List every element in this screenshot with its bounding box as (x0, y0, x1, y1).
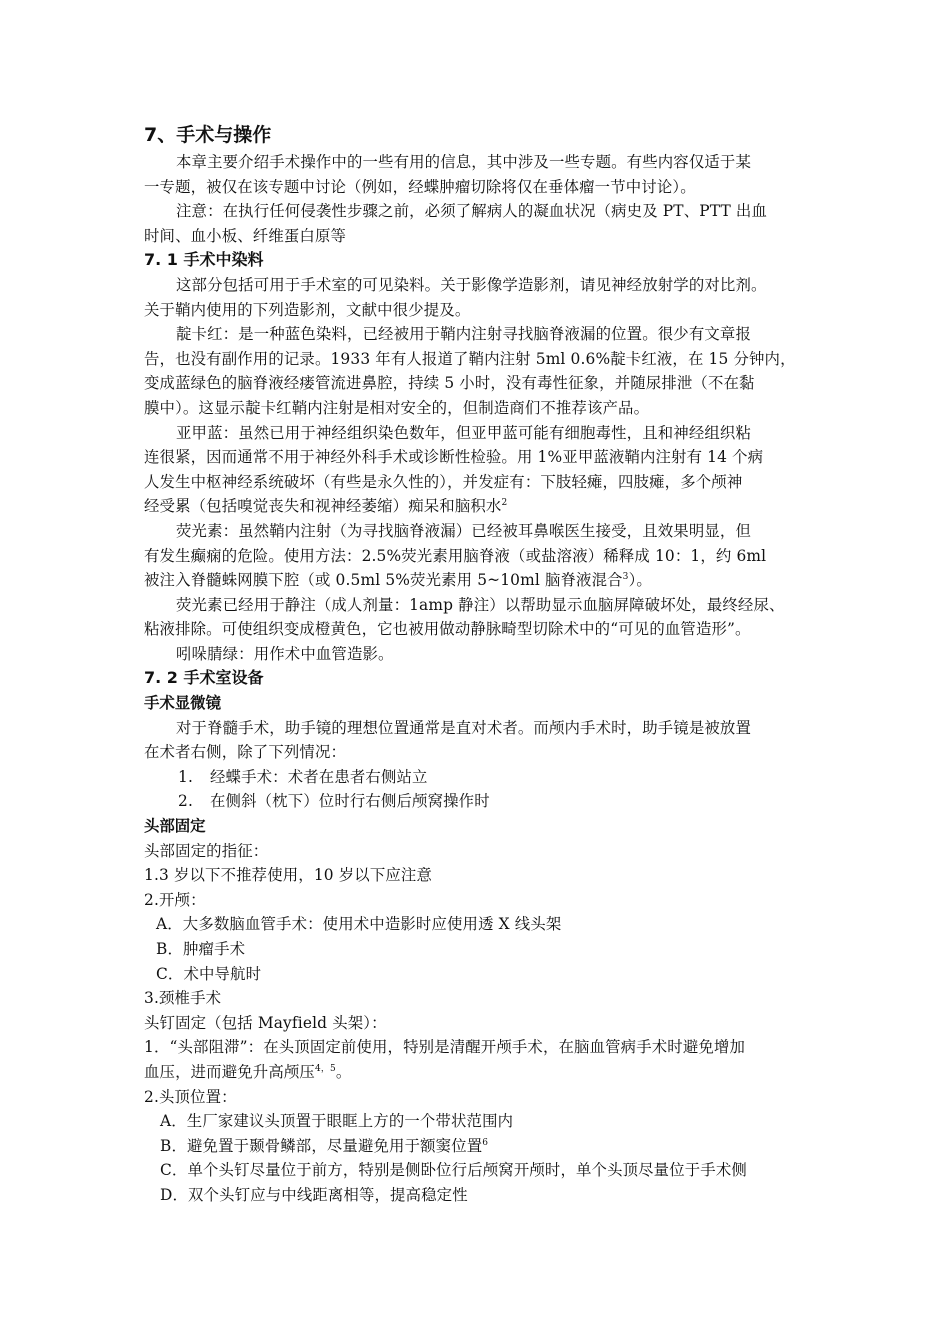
paragraph-text: 血压，进而避免升高颅压 (144, 1062, 315, 1081)
paragraph-text: 经受累（包括嗅觉丧失和视神经萎缩）痴呆和脑积水 (144, 497, 502, 516)
paragraph-line: 对于脊髓手术，助手镜的理想位置通常是直对术者。而颅内手术时，助手镜是被放置 (176, 718, 752, 737)
sub-list-item: C．单个头钉尽量位于前方，特别是侧卧位行后颅窝开颅时，单个头顶尽量位于手术侧 (160, 1161, 747, 1180)
paragraph-line: 在术者右侧，除了下列情况： (144, 743, 347, 762)
intro-line: 时间、血小板、纤维蛋白原等 (144, 226, 347, 245)
paragraph-line: 连很紧，因而通常不用于神经外科手术或诊断性检验。用 1%亚甲蓝液鞘内注射有 14 个病 (144, 448, 764, 467)
paragraph-line: 膜中）。这显示靛卡红鞘内注射是相对安全的，但制造商们不推荐该产品。 (144, 398, 650, 417)
reference-superscript: 2 (501, 498, 508, 509)
reference-superscript: 3 (622, 572, 629, 583)
sub-list-item: C．术中导航时 (156, 964, 262, 983)
list-item (144, 789, 814, 814)
paragraph-line: 荧光素已经用于静注（成人剂量：1amp 静注）以帮助显示血脑屏障破坏处，最终经尿、 (176, 595, 785, 614)
paragraph-line: 告，也没有副作用的记录。1933 年有人报道了鞘内注射 5ml 0.6%靛卡红液，在 15 分钟内， (144, 349, 796, 368)
list-item: 3.颈椎手术 (144, 989, 222, 1008)
paragraph-text: 被注入脊髓蛛网膜下腔（或 0.5ml 5%荧光素用 5~10ml 脑脊液混合 (144, 571, 623, 590)
subheading-microscope: 手术显微镜 (144, 694, 221, 713)
sub-list-item: A．大多数脑血管手术：使用术中造影时应使用透 X 线头架 (156, 915, 562, 934)
reference-superscript: 6 (482, 1137, 489, 1148)
paragraph-line (144, 568, 814, 593)
section-heading-dyes: 7. 1 手术中染料 (144, 250, 264, 270)
paragraph-line: 靛卡红：是一种蓝色染料，已经被用于鞘内注射寻找脑脊液漏的位置。很少有文章报 (176, 325, 752, 344)
subheading-head-fixation: 头部固定 (144, 817, 206, 836)
paragraph-line: 头部固定的指征： (144, 841, 269, 860)
paragraph-line: 有发生癫痫的危险。使用方法：2.5%荧光素用脑脊液（或盐溶液）稀释成 10：1，约 6ml (144, 546, 767, 565)
paragraph-line: 这部分包括可用于手术室的可见染料。关于影像学造影剂，请见神经放射学的对比剂。 (176, 275, 767, 294)
paragraph-line: 吲哚腈绿：用作术中血管造影。 (176, 644, 394, 663)
list-item (144, 765, 814, 790)
paragraph-line: 亚甲蓝：虽然已用于神经组织染色数年，但亚甲蓝可能有细胞毒性，且和神经组织粘 (176, 423, 752, 442)
list-item: 2.头顶位置： (144, 1087, 237, 1106)
document-page (144, 118, 814, 1208)
section-heading-equipment: 7. 2 手术室设备 (144, 668, 264, 688)
list-item: 2.开颅： (144, 890, 206, 909)
paragraph-line (144, 494, 814, 519)
paragraph-line: 变成蓝绿色的脑脊液经瘘管流进鼻腔，持续 5 小时，没有毒性征象，并随尿排泄（不在黏 (144, 374, 755, 393)
paragraph-line: 人发生中枢神经系统破坏（有些是永久性的），并发症有：下肢轻瘫，四肢瘫，多个颅神 (144, 472, 743, 491)
reference-superscript: 4，5 (314, 1063, 336, 1074)
list-text: 经蝶手术：术者在患者右侧站立 (210, 767, 428, 786)
list-item: 1．“头部阻滞”：在头顶固定前使用，特别是清醒开颅手术，在脑血管病手术时避免增加 (144, 1038, 745, 1057)
intro-line: 本章主要介绍手术操作中的一些有用的信息，其中涉及一些专题。有些内容仅适于某 (176, 153, 752, 171)
paragraph-line: 关于鞘内使用的下列造影剂，文献中很少提及。 (144, 300, 471, 319)
list-number: 1. (178, 767, 193, 786)
list-text: 在侧斜（枕下）位时行右侧后颅窝操作时 (210, 792, 490, 811)
paragraph-line: 荧光素：虽然鞘内注射（为寻找脑脊液漏）已经被耳鼻喉医生接受，且效果明显，但 (176, 521, 752, 540)
intro-line: 注意：在执行任何侵袭性步骤之前，必须了解病人的凝血状况（病史及 PT、PTT 出血 (176, 202, 768, 221)
chapter-heading: 7、手术与操作 (144, 124, 272, 146)
sub-list-item (144, 1134, 814, 1159)
paragraph-text: 。 (335, 1062, 352, 1081)
sub-list-item: D．双个头钉应与中线距离相等，提高稳定性 (160, 1185, 468, 1204)
paragraph-text: ）。 (628, 571, 652, 590)
paragraph-text: B．避免置于颞骨鳞部，尽量避免用于额窦位置 (160, 1136, 483, 1155)
sub-list-item: B．肿瘤手术 (156, 940, 246, 958)
intro-line: 一专题，被仅在该专题中讨论（例如，经蝶肿瘤切除将仅在垂体瘤一节中讨论）。 (144, 177, 696, 196)
list-item (144, 1060, 814, 1085)
paragraph-line: 粘液排除。可使组织变成橙黄色，它也被用做动静脉畸型切除术中的“可见的血管造形”。 (144, 620, 751, 639)
list-number: 2. (178, 792, 193, 811)
sub-list-item: A．生厂家建议头顶置于眼眶上方的一个带状范围内 (160, 1112, 514, 1131)
list-item: 1.3 岁以下不推荐使用，10 岁以下应注意 (144, 866, 433, 885)
paragraph-line: 头钉固定（包括 Mayfield 头架）： (144, 1013, 387, 1032)
